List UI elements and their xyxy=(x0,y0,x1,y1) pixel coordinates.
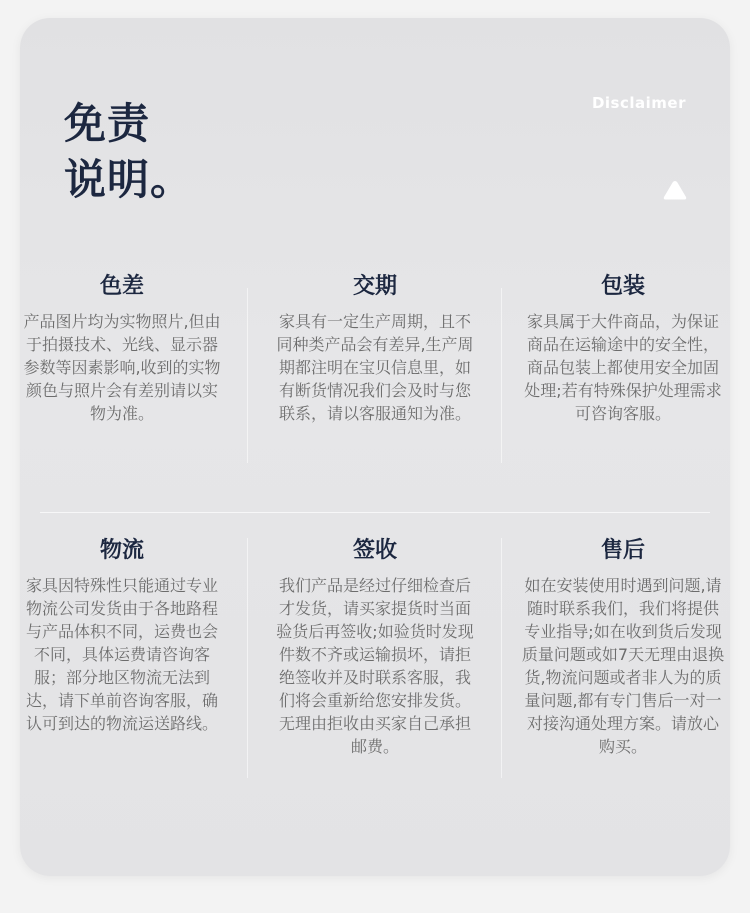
info-item-color xyxy=(4,272,240,425)
info-item-delivery xyxy=(257,272,493,425)
divider-vertical xyxy=(501,538,502,778)
item-title: 签收 xyxy=(352,538,397,563)
info-item-logistics xyxy=(4,536,240,735)
info-item-receipt xyxy=(257,536,493,758)
item-body: 产品图片均为实物照片,但由于拍摄技术、光线、显示器参数等因素影响,收到的实物颜色与照片会有差别请以实物为准。 xyxy=(23,312,221,423)
divider-vertical xyxy=(247,288,248,463)
item-body: 我们产品是经过仔细检查后才发货，请买家提货时当面验货后再签收;如验货时发现件数不齐或运输损坏，请拒绝签收并及时联系客服，我们将会重新给您安排发货。无理由拒收由买家自己承担邮费。 xyxy=(276,576,474,756)
item-body: 家具属于大件商品，为保证商品在运输途中的安全性，商品包装上都使用安全加固处理;若有特殊保护处理需求可咨询客服。 xyxy=(524,312,722,423)
item-title: 售后 xyxy=(600,538,645,563)
divider-vertical xyxy=(247,538,248,778)
info-item-packaging xyxy=(505,272,741,425)
divider-vertical xyxy=(501,288,502,463)
disclaimer-label: Disclaimer xyxy=(591,94,686,112)
item-title: 色差 xyxy=(99,274,144,299)
divider-horizontal xyxy=(40,512,710,513)
page-title xyxy=(64,96,193,208)
item-title: 包装 xyxy=(600,274,645,299)
triangle-icon xyxy=(662,179,688,201)
item-title: 交期 xyxy=(352,274,397,299)
info-item-after-sales xyxy=(505,536,741,758)
item-body: 家具有一定生产周期，且不同种类产品会有差异,生产周期都注明在宝贝信息里，如有断货情况我们会及时与您联系，请以客服通知为准。 xyxy=(276,312,474,423)
title-line-1: 免责 xyxy=(64,99,151,148)
item-title: 物流 xyxy=(99,538,144,563)
disclaimer-card xyxy=(20,18,730,876)
title-line-2: 说明。 xyxy=(64,155,194,204)
item-body: 如在安装使用时遇到问题,请随时联系我们，我们将提供专业指导;如在收到货后发现质量问题或如7天无理由退换货,物流问题或者非人为的质量问题,都有专门售后一对一对接沟通处理方案。请放心购买。 xyxy=(521,576,725,756)
item-body: 家具因特殊性只能通过专业物流公司发货由于各地路程与产品体积不同，运费也会不同，具体运费请咨询客服；部分地区物流无法到达，请下单前咨询客服，确认可到达的物流运送路线。 xyxy=(25,576,218,733)
